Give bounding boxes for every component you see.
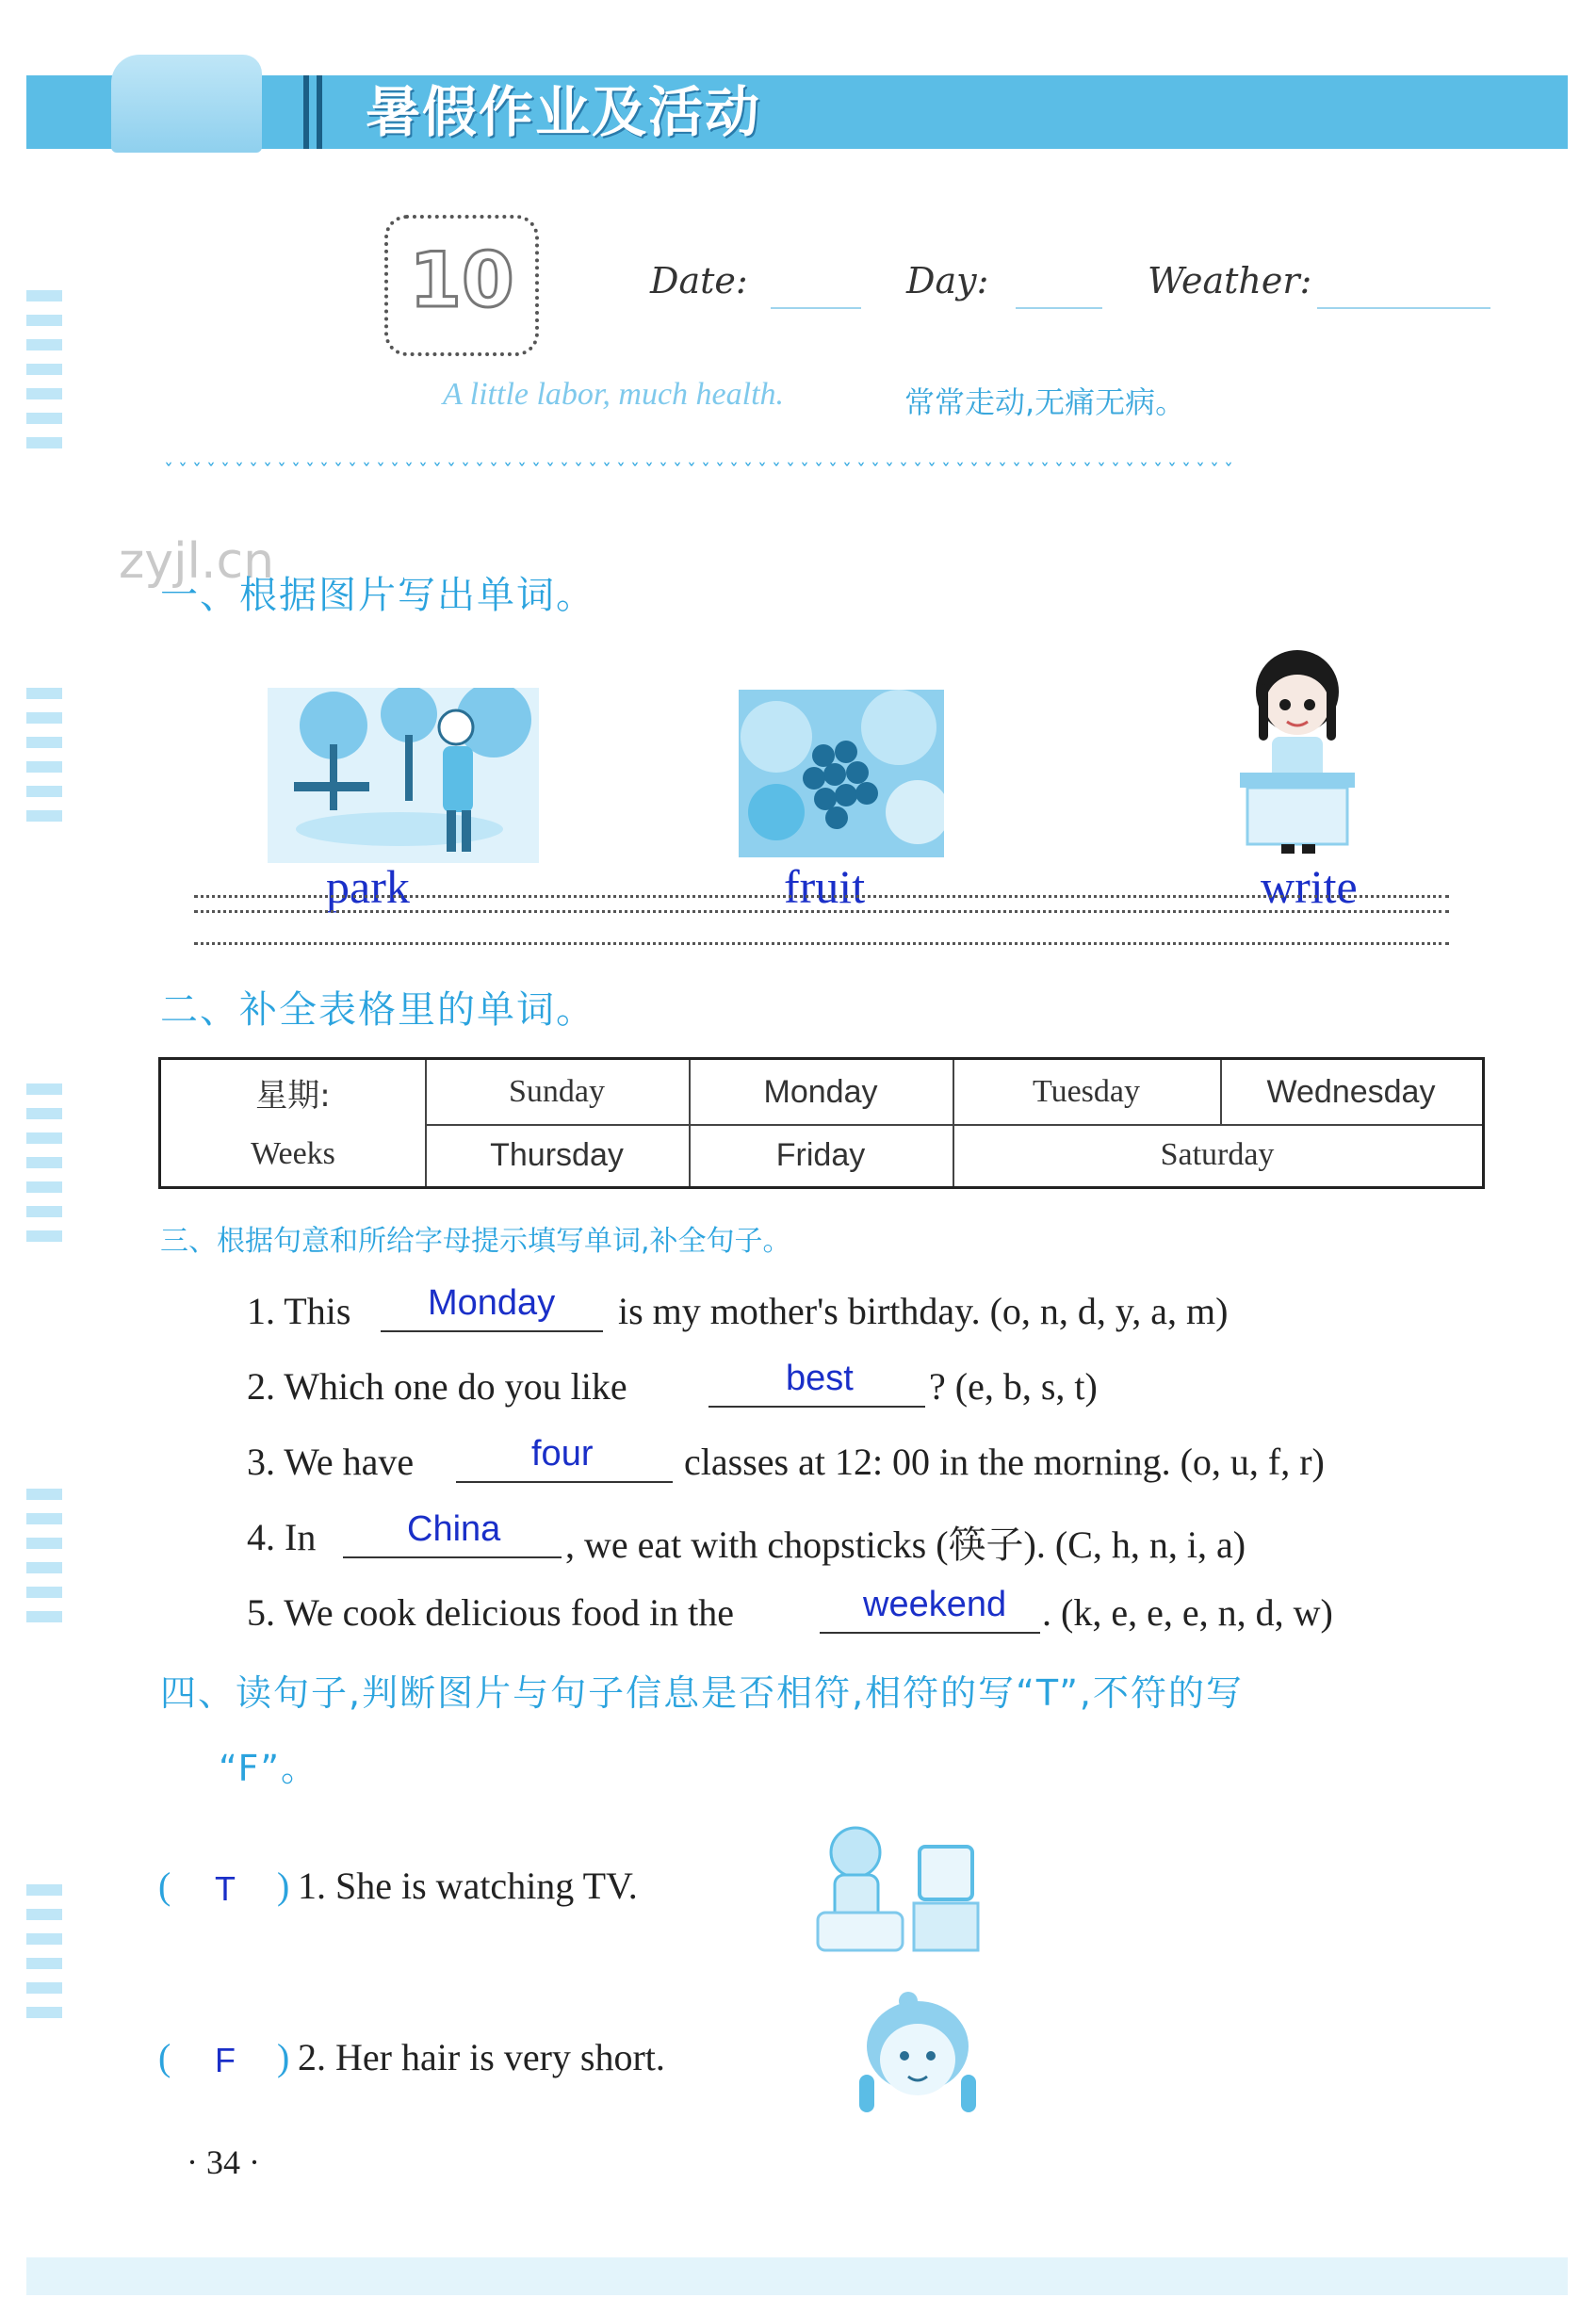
day-label: Day: (906, 260, 989, 301)
question-1-text: 1. This (247, 1290, 351, 1332)
question-4-blank[interactable] (343, 1556, 562, 1558)
watermark: zyjl.cn (119, 533, 275, 590)
tf-answer-2: F (215, 2041, 236, 2079)
short-hair-girl-picture (855, 1990, 987, 2120)
question-5-blank[interactable] (820, 1632, 1040, 1634)
table-answer-cell: Thursday (490, 1136, 624, 1173)
weekdays-table (158, 1057, 1485, 1189)
question-4-text: 4. In (247, 1516, 317, 1558)
table-cell: Tuesday (1033, 1074, 1140, 1109)
answer-write: write (1261, 860, 1358, 913)
side-decoration (26, 688, 62, 835)
side-decoration (26, 1489, 62, 1636)
tf-paren-close: ) (277, 2036, 290, 2078)
writing-line-middle (194, 910, 1449, 913)
tf-statement-2: 2. Her hair is very short. (298, 2036, 665, 2078)
question-1-blank[interactable] (381, 1330, 603, 1332)
section1-title: 一、根据图片写出单词。 (160, 574, 595, 617)
tf-statement-1: 1. She is watching TV. (298, 1865, 638, 1907)
girl-writing-picture (1234, 646, 1360, 859)
question-4-rest: , we eat with chopsticks (筷子). (C, h, n, i, a) (565, 1523, 1246, 1566)
motto-english: A little labor, much health. (443, 377, 785, 412)
day-blank[interactable] (1016, 307, 1102, 309)
question-5-text: 5. We cook delicious food in the (247, 1591, 735, 1634)
table-cell: Sunday (509, 1074, 605, 1109)
writing-line-lower (194, 942, 1449, 945)
table-header-cn: 星期: (255, 1076, 331, 1115)
question-5-answer: weekend (863, 1585, 1007, 1624)
question-1-answer: Monday (428, 1283, 556, 1323)
question-3-rest: classes at 12: 00 in the morning. (o, u, f, r) (684, 1441, 1325, 1483)
page-header-title: 暑假作业及活动 (366, 80, 762, 144)
question-2-text: 2. Which one do you like (247, 1365, 627, 1408)
table-answer-cell: Wednesday (1266, 1073, 1436, 1110)
question-3-text: 3. We have (247, 1441, 415, 1483)
section2-title: 二、补全表格里的单词。 (160, 988, 595, 1032)
question-2-blank[interactable] (708, 1406, 925, 1408)
answer-park: park (326, 860, 410, 913)
footer-band (26, 2257, 1568, 2295)
table-answer-cell: Friday (775, 1136, 866, 1173)
motto-chinese: 常常走动,无痛无病。 (904, 384, 1186, 420)
table-header-en: Weeks (251, 1136, 335, 1171)
answer-fruit: fruit (784, 860, 866, 913)
date-label: Date: (650, 260, 748, 301)
side-decoration (26, 290, 62, 462)
fruit-picture (739, 690, 944, 857)
tf-answer-1: T (215, 1869, 236, 1908)
header-illustration (111, 55, 262, 153)
section4-title: 四、读句子,判断图片与句子信息是否相符,相符的写“T”,不符的写 (160, 1672, 1244, 1714)
question-3-blank[interactable] (456, 1481, 673, 1483)
tf-paren-open: ( (158, 2036, 171, 2078)
weather-blank[interactable] (1317, 307, 1490, 309)
writing-line-upper (194, 895, 1449, 898)
question-2-rest: ? (e, b, s, t) (929, 1365, 1098, 1408)
question-3-answer: four (531, 1434, 594, 1474)
table-cell: Saturday (1160, 1137, 1275, 1172)
park-picture (268, 688, 539, 863)
date-blank[interactable] (771, 307, 861, 309)
girl-watching-tv-picture (808, 1818, 982, 1960)
tf-paren-open: ( (158, 1865, 171, 1907)
question-5-rest: . (k, e, e, e, n, d, w) (1042, 1591, 1333, 1634)
tf-paren-close: ) (277, 1865, 290, 1907)
page-number: · 34 · (187, 2143, 260, 2181)
section4-title-cont: “F”。 (219, 1748, 319, 1789)
side-decoration (26, 1083, 62, 1255)
section3-title: 三、根据句意和所给字母提示填写单词,补全句子。 (160, 1225, 791, 1258)
question-4-answer: China (407, 1509, 501, 1549)
question-2-answer: best (786, 1359, 854, 1398)
day-badge-number: 10 (409, 236, 514, 324)
question-1-rest: is my mother's birthday. (o, n, d, y, a, m) (618, 1290, 1229, 1332)
header-divider-bars (303, 75, 332, 149)
side-decoration (26, 1884, 62, 2031)
table-answer-cell: Monday (763, 1073, 878, 1110)
weather-label: Weather: (1148, 260, 1312, 301)
chevron-divider: ˇˇˇˇˇˇˇˇˇˇˇˇˇˇˇˇˇˇˇˇˇˇˇˇˇˇˇˇˇˇˇˇˇˇˇˇˇˇˇˇˇˇˇˇˇˇˇˇˇˇˇˇˇˇˇˇˇˇˇˇˇˇˇˇˇˇˇˇˇˇˇˇˇˇˇˇ (164, 460, 1238, 482)
